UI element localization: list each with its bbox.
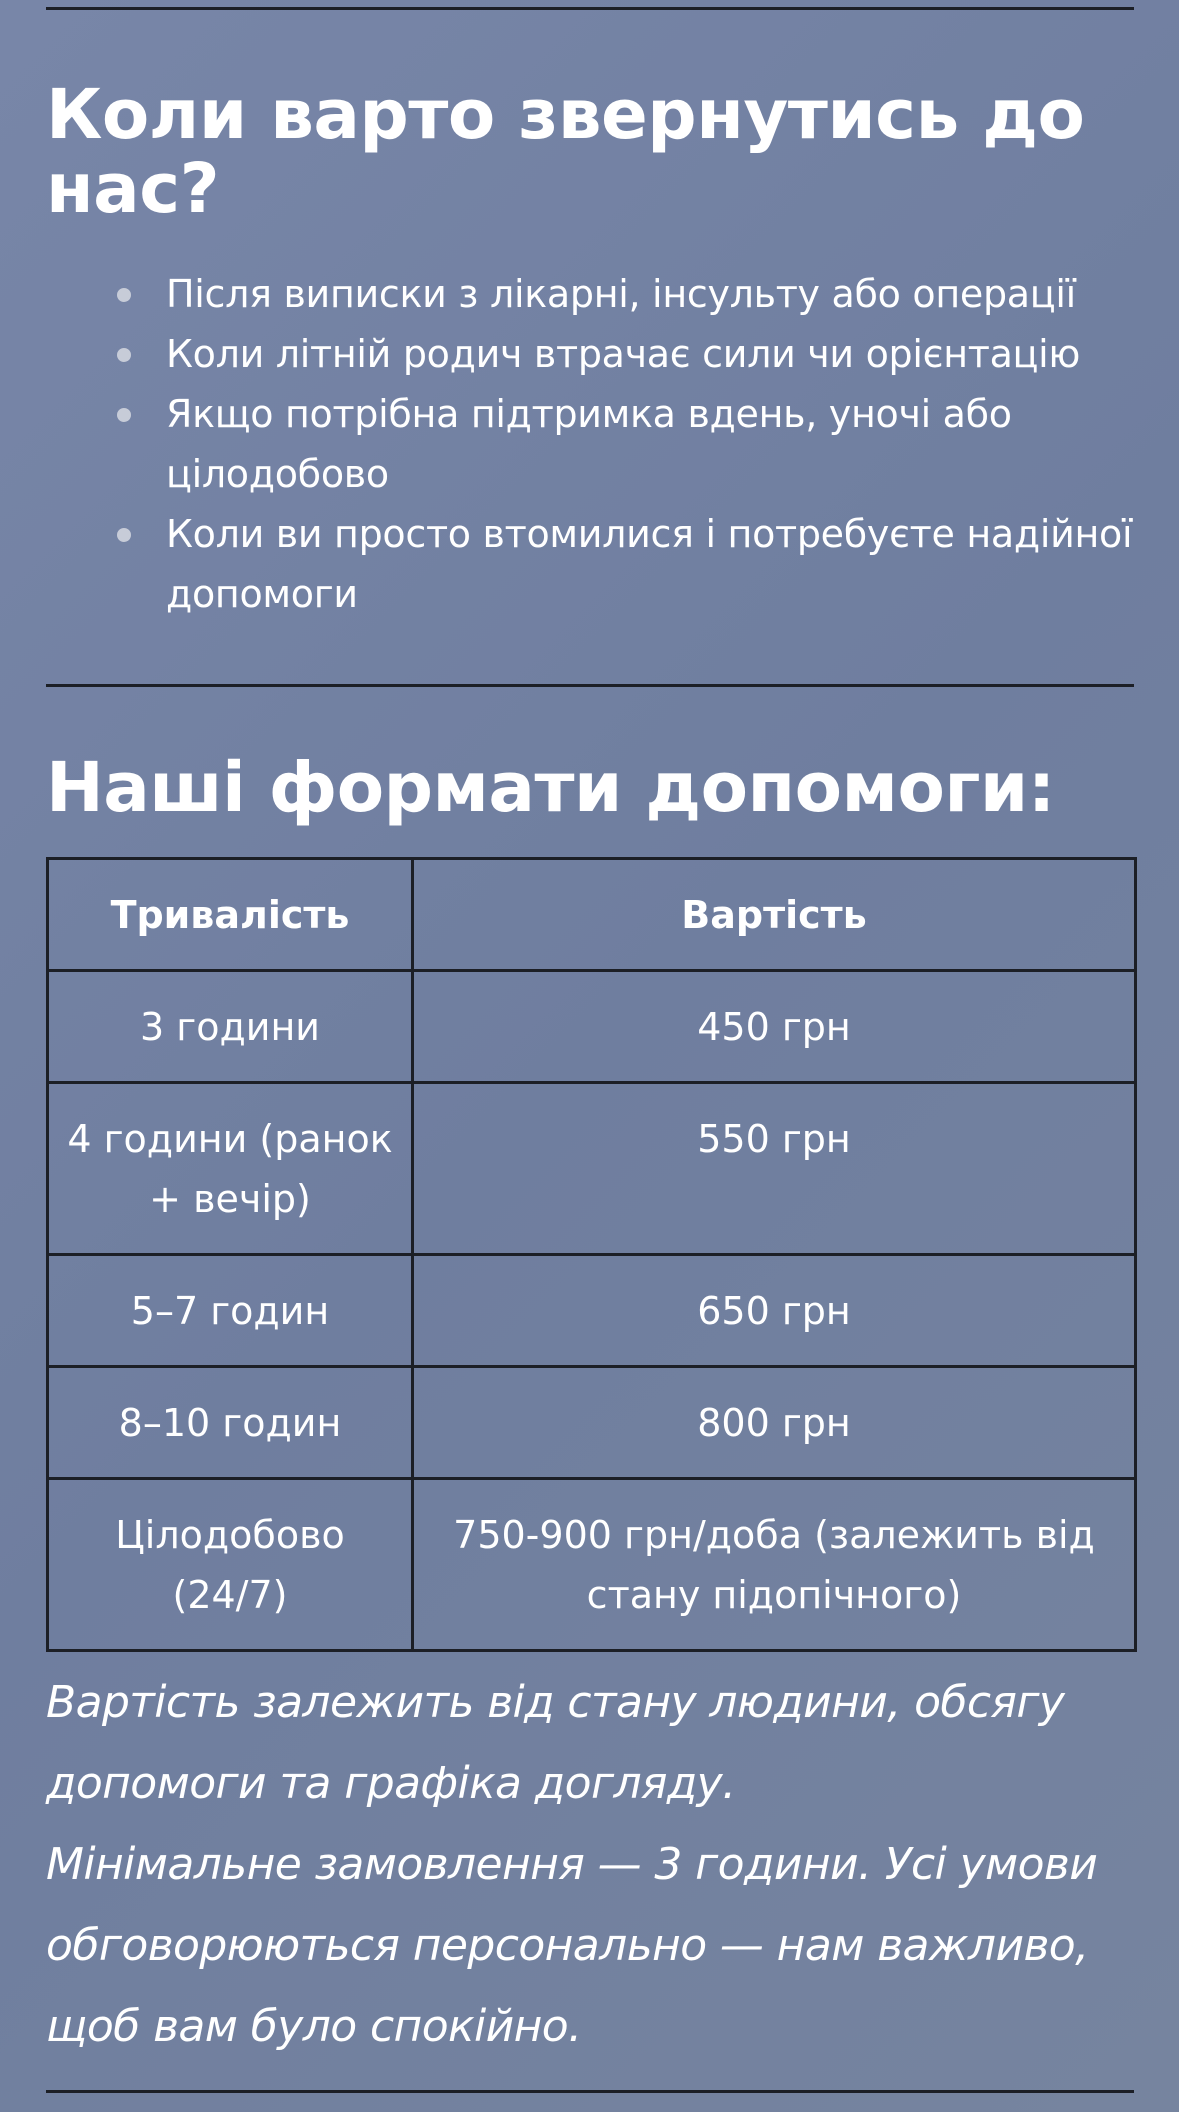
cell-duration: Цілодобово (24/7) xyxy=(48,1479,413,1651)
note-line-conditions: Вартість залежить від стану людини, обсягу допомоги та графіка догляду. xyxy=(46,1677,1065,1809)
pricing-table xyxy=(46,857,1137,1652)
divider-bottom xyxy=(46,2090,1134,2093)
list-item: Після виписки з лікарні, інсульту або операції xyxy=(166,264,1134,324)
formats-section-title: Наші формати допомоги: xyxy=(46,748,1055,828)
table-row xyxy=(48,1255,1136,1367)
table-row xyxy=(48,1479,1136,1651)
cell-duration: 3 години xyxy=(48,971,413,1083)
cell-price: 450 грн xyxy=(413,971,1136,1083)
header-price: Вартість xyxy=(413,859,1136,971)
cell-duration: 4 години (ранок + вечір) xyxy=(48,1083,413,1255)
table-row xyxy=(48,1083,1136,1255)
table-row xyxy=(48,1367,1136,1479)
cell-duration: 8–10 годин xyxy=(48,1367,413,1479)
cell-price: 650 грн xyxy=(413,1255,1136,1367)
cell-price: 800 грн xyxy=(413,1367,1136,1479)
cell-price: 750-900 грн/доба (залежить від стану підопічного) xyxy=(413,1479,1136,1651)
table-row xyxy=(48,971,1136,1083)
cell-price: 550 грн xyxy=(413,1083,1136,1255)
list-item: Якщо потрібна підтримка вдень, уночі або цілодобово xyxy=(166,384,1134,504)
when-list xyxy=(46,264,1134,624)
list-item: Коли ви просто втомилися і потребуєте надійної допомоги xyxy=(166,504,1134,624)
list-item: Коли літній родич втрачає сили чи орієнтацію xyxy=(166,324,1134,384)
divider-middle xyxy=(46,684,1134,687)
when-section-title: Коли варто звернутись до нас? xyxy=(46,75,1085,229)
table-header-row xyxy=(48,859,1136,971)
pricing-note xyxy=(46,1662,1134,2067)
page-content xyxy=(46,0,1134,2067)
divider-top xyxy=(46,7,1134,10)
header-duration: Тривалість xyxy=(48,859,413,971)
note-line-minimum-order: Мінімальне замовлення — 3 години. Усі умови обговорюються персонально — нам важливо, щоб вам було спокійно. xyxy=(46,1839,1098,2052)
cell-duration: 5–7 годин xyxy=(48,1255,413,1367)
